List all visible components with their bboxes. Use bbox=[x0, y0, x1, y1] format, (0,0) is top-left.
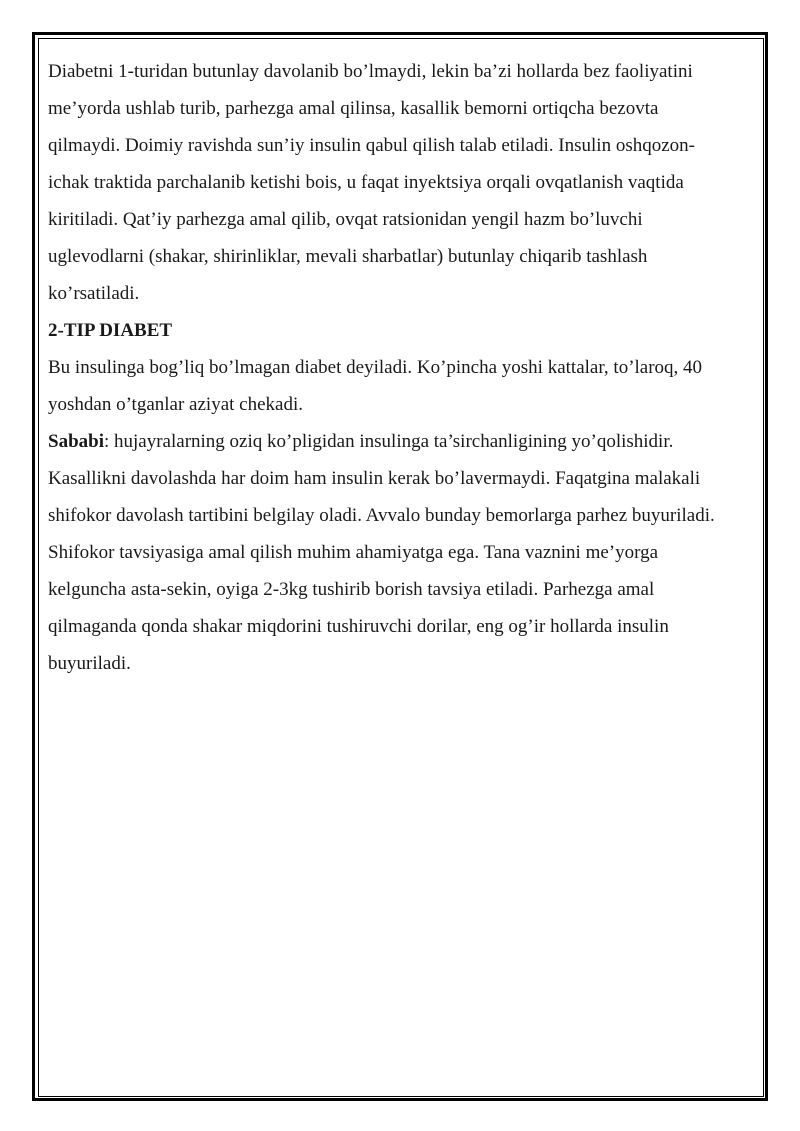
document-body bbox=[48, 53, 728, 682]
cause-label: Sababi bbox=[48, 431, 104, 452]
section-heading: 2-TIP DIABET bbox=[48, 320, 173, 341]
paragraph-type1-treatment: Diabetni 1-turidan butunlay davolanib bo’lmaydi, lekin ba’zi hollarda bez faoliyatini me’yorda ushlab turib, parhezga amal qilinsa, kasallik bemorni ortiqcha bezovta qilmaydi. Doimiy ravishda sun’iy insulin qabul qilish talab etiladi. Insulin oshqozon-ichak traktida parchalanib ketishi bois, u faqat inyektsiya orqali ovqatlanish vaqtida kiritiladi. Qat’iy parhezga amal qilib, ovqat ratsionidan yengil hazm bo’luvchi uglevodlarni (shakar, shirinliklar, mevali sharbatlar) butunlay chiqarib tashlash ko’rsatiladi. bbox=[48, 61, 695, 304]
cause-text: : hujayralarning oziq ko’pligidan insulinga ta’sirchanligining yo’qolishidir. Kasallikni davolashda har doim ham insulin kerak bo’lavermaydi. Faqatgina malakali shifokor davolash tartibini belgilay oladi. Avvalo bunday bemorlarga parhez buyuriladi. Shifokor tavsiyasiga amal qilish muhim ahamiyatga ega. Tana vaznini me’yorga kelguncha asta-sekin, oyiga 2-3kg tushirib borish tavsiya etiladi. Parhezga amal qilmaganda qonda shakar miqdorini tushiruvchi dorilar, eng og’ir hollarda insulin buyuriladi. bbox=[48, 431, 715, 674]
paragraph-type2-intro: Bu insulinga bog’liq bo’lmagan diabet deyiladi. Ko’pincha yoshi kattalar, to’laroq, 40 yoshdan o’tganlar aziyat chekadi. bbox=[48, 357, 703, 415]
paragraph-cause bbox=[48, 423, 728, 682]
